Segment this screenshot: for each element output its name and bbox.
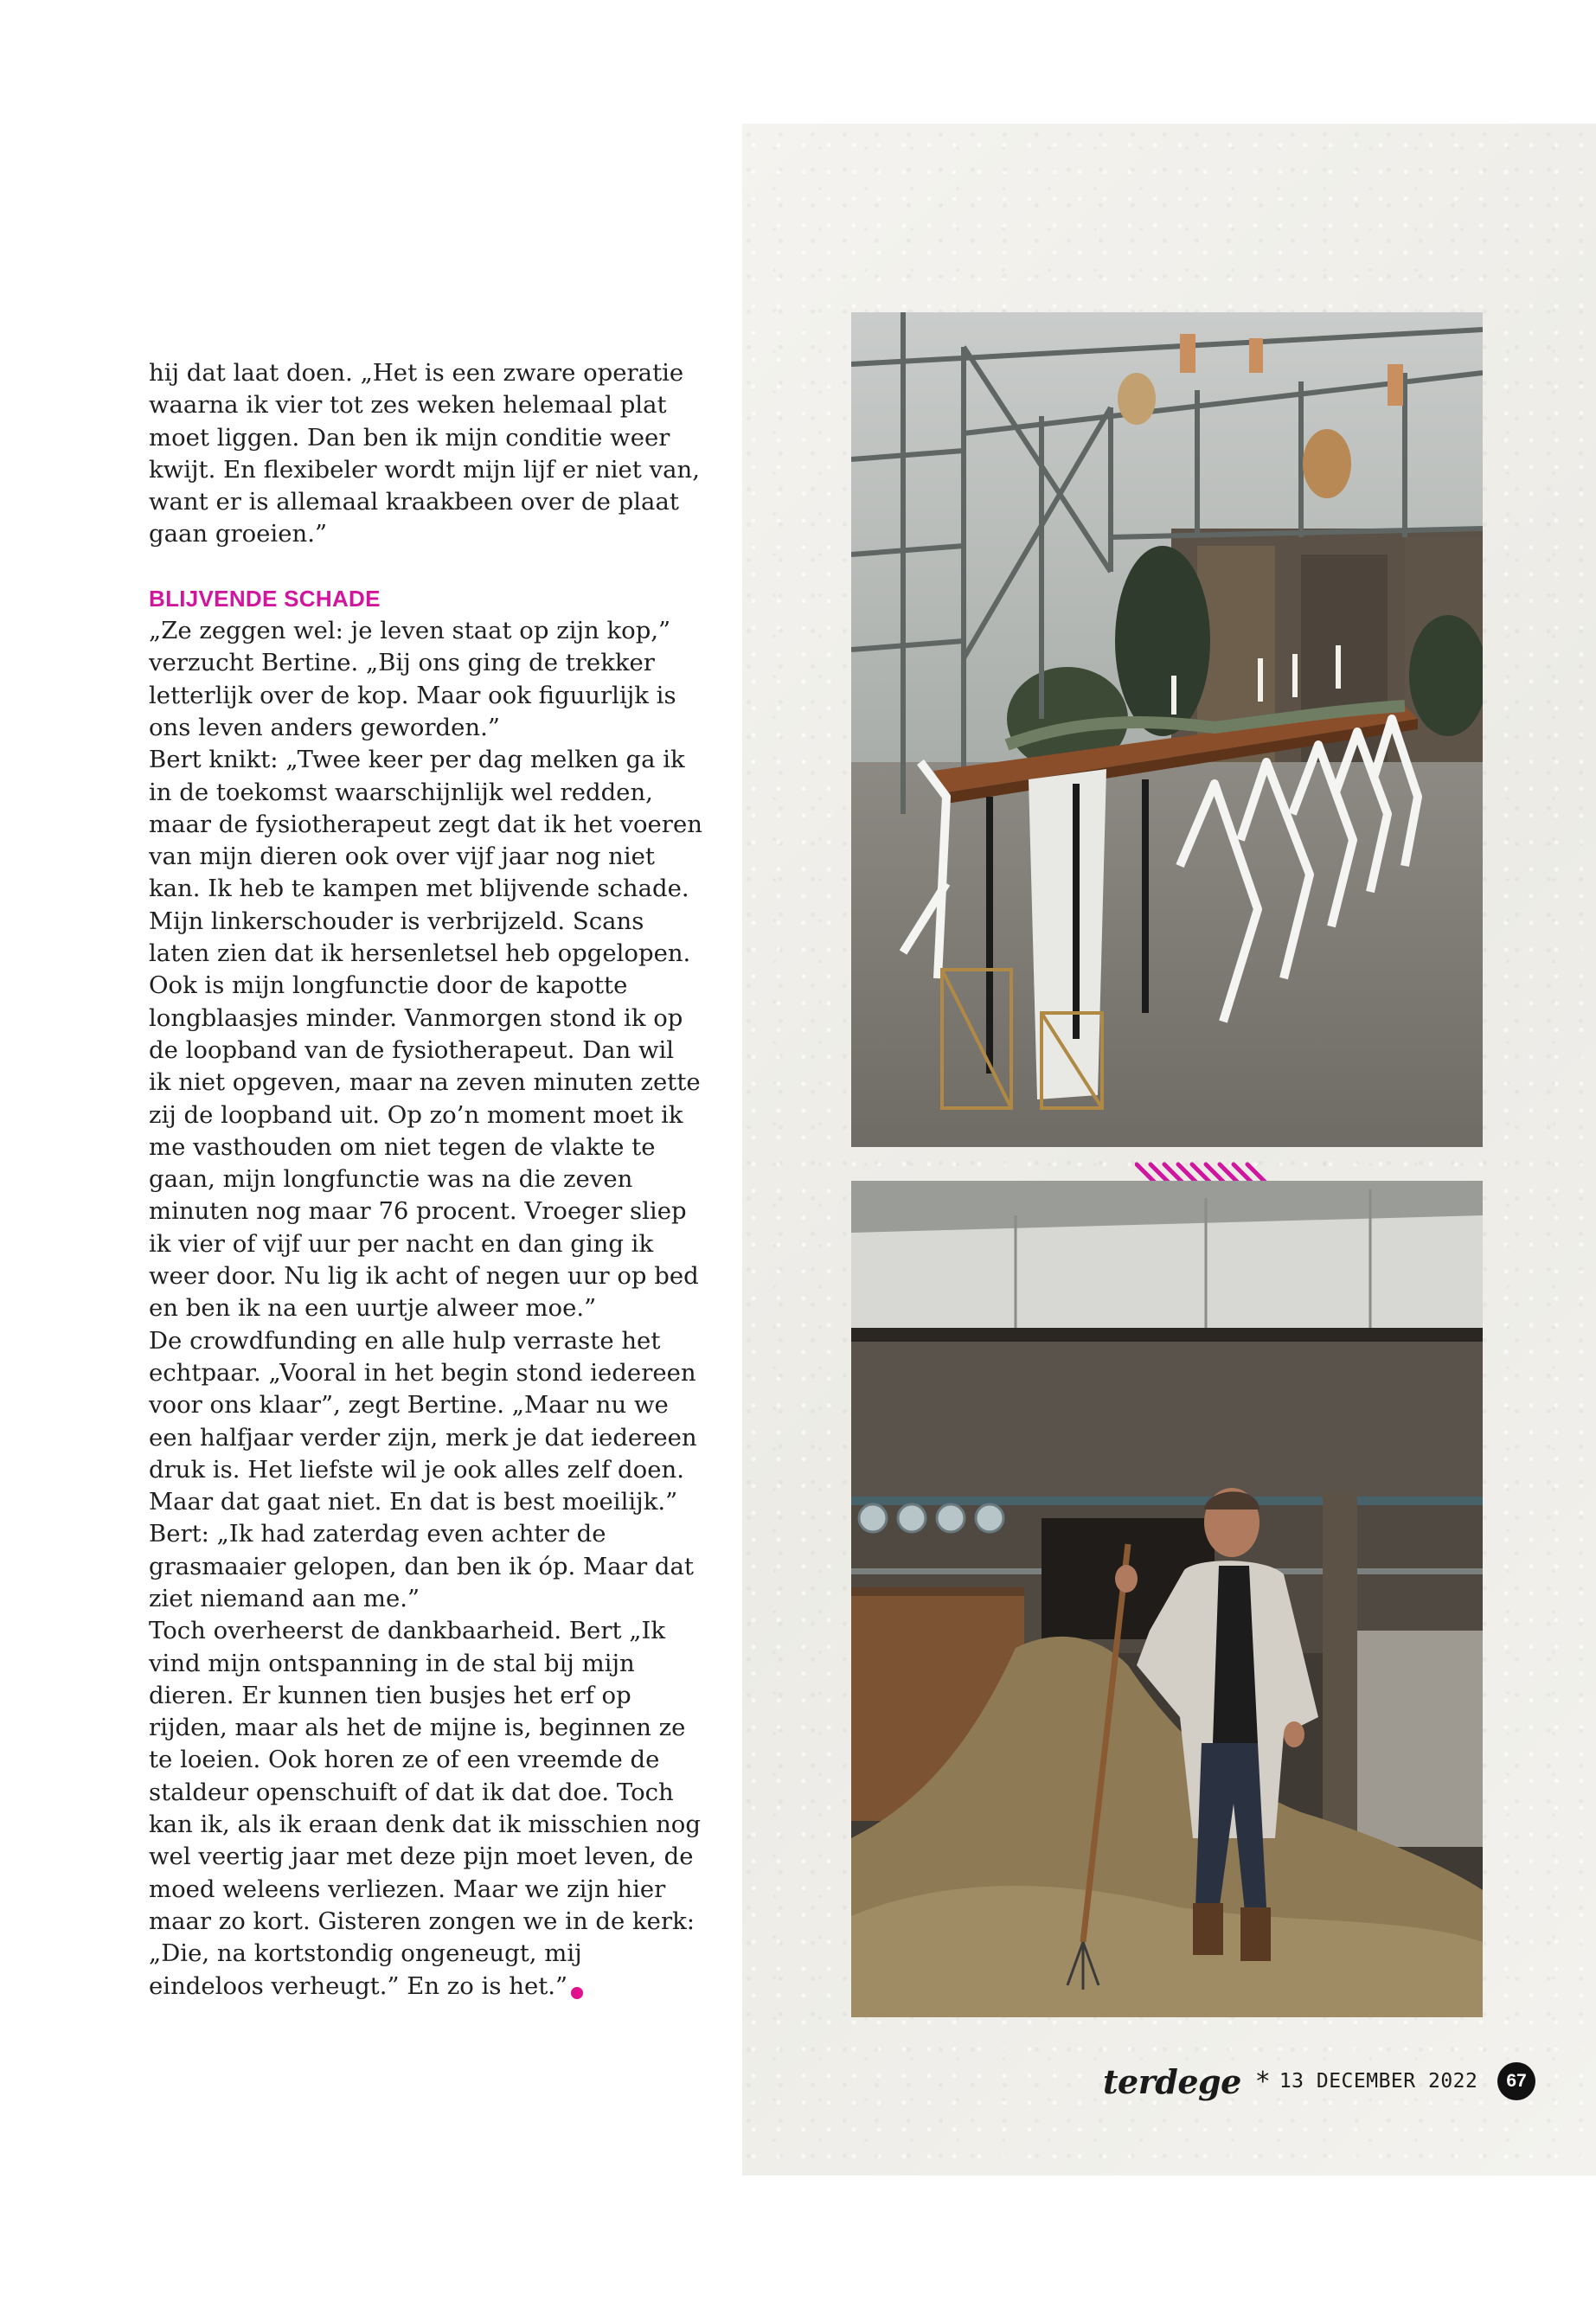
section-subheading: BLIJVENDE SCHADE [149, 585, 381, 612]
article-paragraph: hij dat laat doen. „Het is een zware operatie waarna ik vier tot zes weken helemaal plat moet liggen. Dan ben ik mijn conditie weer kwijt. En flexibeler wordt mijn lijf er niet van, want er is allemaal kraakbeen over de plaat gaan groeien.” [149, 359, 700, 548]
page-number-badge: 67 [1497, 2062, 1535, 2100]
article-paragraph: „Ze zeggen wel: je leven staat op zijn kop,” verzucht Bertine. „Bij ons ging de trekker letterlijk over de kop. Maar ook figuurlijk is ons leven anders geworden.” [149, 617, 676, 741]
article-paragraph-final [149, 1615, 702, 2003]
greenhouse-table-photo [851, 312, 1483, 1147]
end-mark-dot [571, 1987, 583, 1999]
paragraph-gap [149, 551, 702, 583]
article-paragraph: Bert: „Ik had zaterdag even achter de grasmaaier gelopen, dan ben ik óp. Maar dat ziet niemand aan me.” [149, 1520, 694, 1612]
issue-date: 13 DECEMBER 2022 [1279, 2070, 1478, 2093]
page-footer [1103, 2057, 1477, 2106]
article-paragraph: Bert knikt: „Twee keer per dag melken ga ik in de toekomst waarschijnlijk wel redden, maar de fysiotherapeut zegt dat ik het voeren van mijn dieren ook over vijf jaar nog niet kan. Ik heb te kampen met blijvende schade. Mijn linkerschouder is verbrijzeld. Scans laten zien dat ik hersenletsel heb opgelopen. Ook is mijn longfunctie door de kapotte longblaasjes minder. Vanmorgen stond ik op de loopband van de fysiotherapeut. Dan wil ik niet opgeven, maar na zeven minuten zette zij de loopband uit. Op zo’n moment moet ik me vasthouden om niet tegen de vlakte te gaan, mijn longfunctie was na die zeven minuten nog maar 76 procent. Vroeger sliep ik vier of vijf uur per nacht en dan ging ik weer door. Nu lig ik acht of negen uur op bed en ben ik na een uurtje alweer moe.” [149, 746, 702, 1323]
footer-separator: * [1254, 2066, 1271, 2097]
article-paragraph: De crowdfunding en alle hulp verraste het echtpaar. „Vooral in het begin stond iedereen voor ons klaar”, zegt Bertine. „Maar nu we een halfjaar verder zijn, merk je dat iedereen druk is. Het liefste wil je ook alles zelf doen. Maar dat gaat niet. En dat is best moeilijk.” [149, 1326, 697, 1516]
farmer-in-barn-photo [851, 1181, 1483, 2017]
article-paragraph-final-text: Toch overheerst de dankbaarheid. Bert „Ik vind mijn ontspanning in de stal bij mijn dieren. Er kunnen tien busjes het erf op rijden, maar als het de mijne is, beginnen ze te loeien. Ook horen ze of een vreemde de staldeur openschuift of dat ik dat doe. Toch kan ik, als ik eraan denk dat ik misschien nog wel veertig jaar met deze pijn moet leven, de moed weleens verliezen. Maar we zijn hier maar zo kort. Gisteren zongen we in de kerk: „Die, na kortstondig ongeneugt, mij eindeloos verheugt.” En zo is het.” [149, 1617, 701, 2000]
magazine-brand-logo: terdege [1103, 2061, 1241, 2101]
article-body [149, 357, 702, 2003]
